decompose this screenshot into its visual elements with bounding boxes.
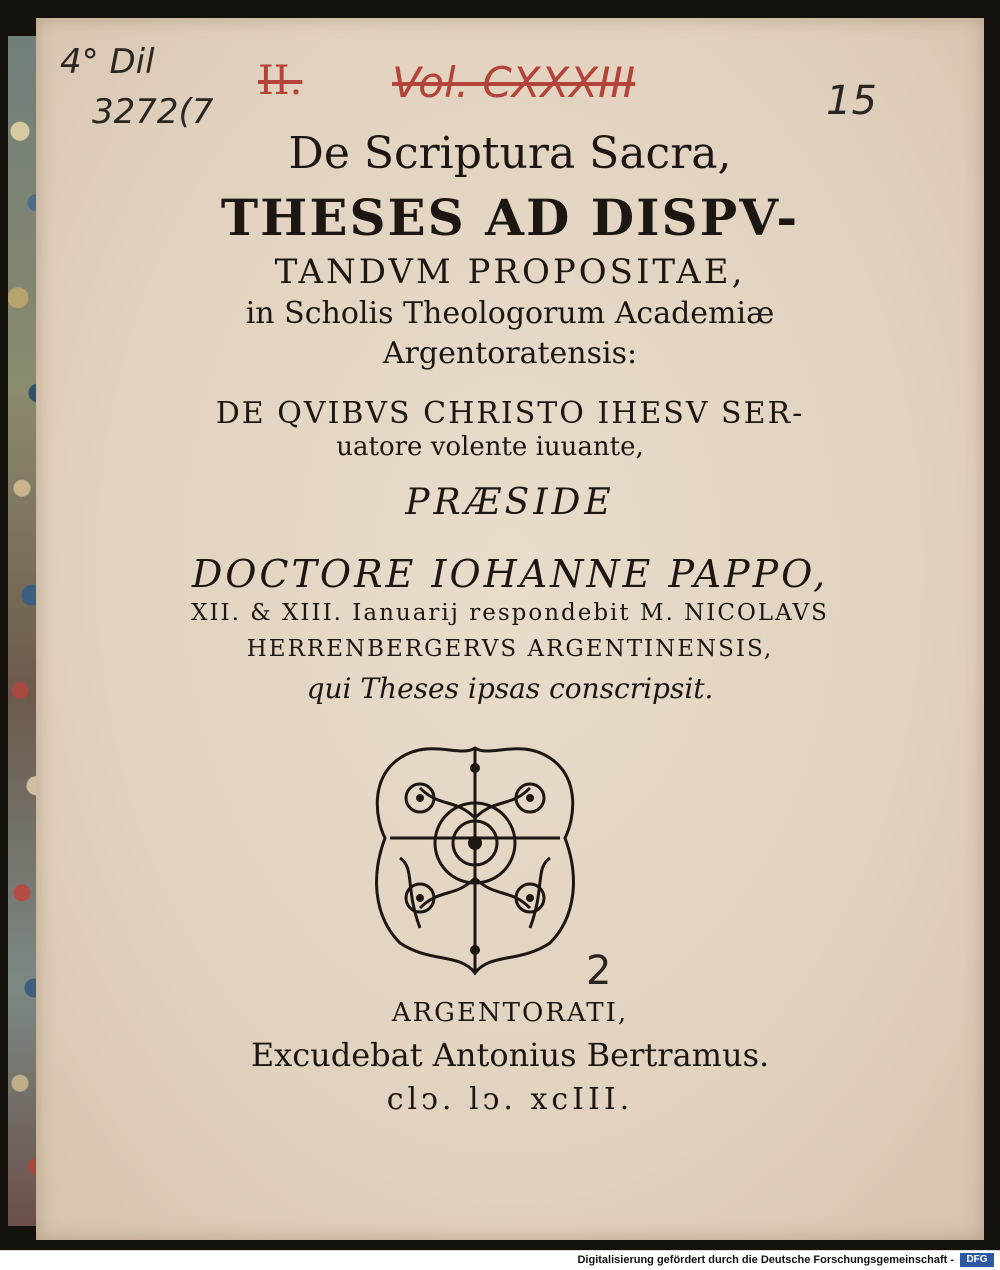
respondent-name: HERRENBERGERVS ARGENTINENSIS, [246, 636, 774, 662]
praeside-heading: PRÆSIDE [405, 482, 615, 523]
title-line-1: De Scriptura Sacra, [288, 128, 732, 179]
title-line-2: THESES AD DISPV- [220, 188, 800, 247]
title-line-7: uatore volente iuuante, [336, 432, 644, 462]
imprint-date: clↄ. lↄ. xcIII. [386, 1082, 634, 1117]
roman-numeral-annotation: II. [258, 58, 303, 104]
title-line-6: DE QVIBVS CHRISTO IHESV SER- [215, 396, 805, 431]
title-line-3: TANDVM PROPOSITAE, [274, 252, 746, 292]
margin-number-annotation: 2 [586, 948, 612, 994]
funding-credit: Digitalisierung gefördert durch die Deutsche Forschungsgemeinschaft - [577, 1254, 954, 1266]
dfg-logo[interactable]: DFG [960, 1253, 994, 1267]
shelfmark-bottom: 3272(7 [92, 92, 214, 132]
praeses-name: DOCTORE IOHANNE PAPPO, [191, 552, 829, 596]
printers-ornament [360, 738, 590, 976]
respondent-line: XII. & XIII. Ianuarij respondebit M. NICOLAVS [191, 600, 829, 626]
imprint-printer: Excudebat Antonius Bertramus. [250, 1036, 770, 1074]
volume-annotation: Vol. CXXXIII [392, 58, 636, 107]
digitization-footer [0, 1250, 1000, 1270]
shelfmark-top: 4° Dil [60, 42, 155, 82]
author-note: qui Theses ipsas conscripsit. [306, 672, 714, 705]
imprint-place: ARGENTORATI, [391, 998, 629, 1028]
title-line-5: Argentoratensis: [382, 336, 638, 371]
title-line-4: in Scholis Theologorum Academiæ [245, 296, 775, 331]
page-number-annotation: 15 [826, 78, 877, 124]
